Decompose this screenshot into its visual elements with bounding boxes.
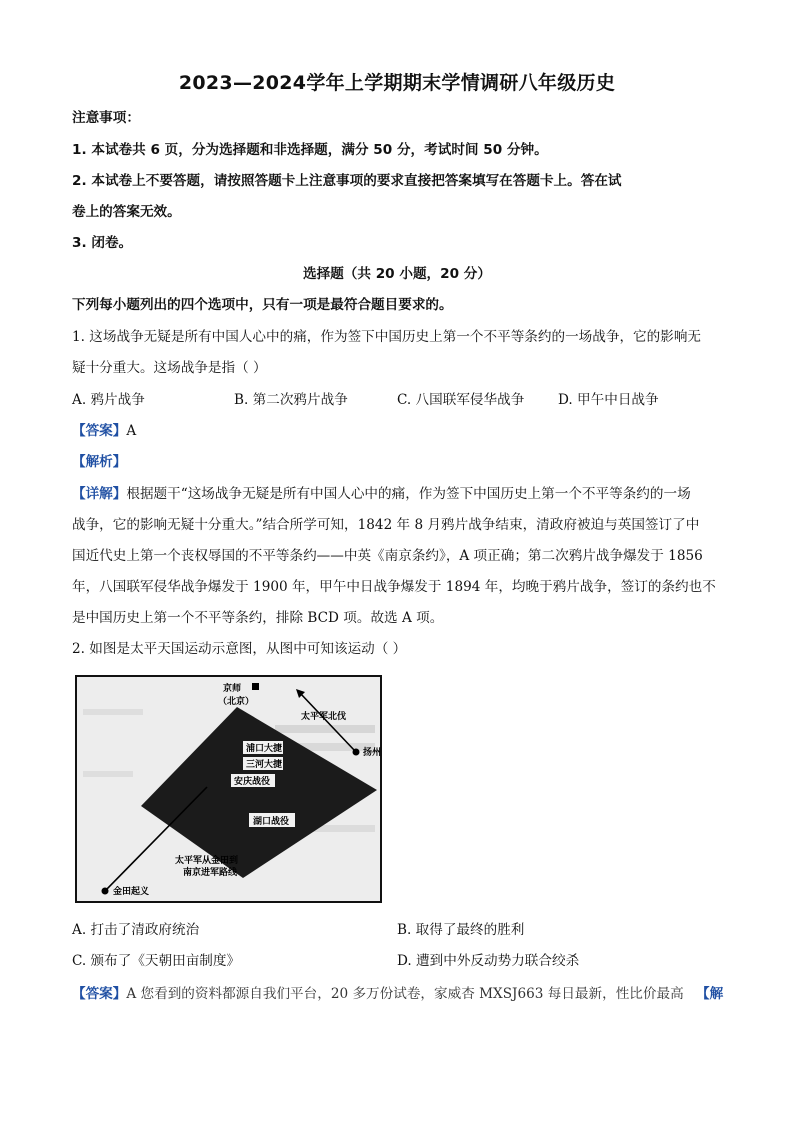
answer-tag-2: 【答案】 bbox=[72, 986, 127, 1002]
q2-option-b: B. 取得了最终的胜利 bbox=[397, 922, 525, 938]
battle-label-pukou: 浦口大捷 bbox=[246, 744, 283, 754]
q1-detail-line-3: 国近代史上第一个丧权辱国的不平等条约——中英《南京条约》，A 项正确；第二次鸦片战争爆发于 1856 bbox=[72, 548, 703, 564]
jintian-marker bbox=[102, 888, 109, 895]
taiping-movement-map bbox=[75, 675, 382, 903]
q1-option-c: C. 八国联军侵华战争 bbox=[397, 392, 525, 408]
q1-answer-value: A bbox=[126, 423, 137, 439]
route-label-1: 太平军从金田到 bbox=[175, 856, 239, 866]
exam-title: 2023—2024学年上学期期末学情调研八年级历史 bbox=[178, 72, 616, 94]
q1-detail-line-2: 战争，它的影响无疑十分重大。”结合所学可知，1842 年 8 月鸦片战争结束，清政府被迫与英国签订了中 bbox=[72, 517, 700, 533]
section-title: 选择题（共 20 小题，20 分） bbox=[303, 266, 491, 282]
q1-stem-line-2: 疑十分重大。这场战争是指（ ） bbox=[72, 360, 267, 376]
notice-item-2a: 2. 本试卷上不要答题，请按照答题卡上注意事项的要求直接把答案填写在答题卡上。答在试 bbox=[72, 173, 622, 189]
jintian-label: 金田起义 bbox=[113, 887, 150, 897]
q1-option-d: D. 甲午中日战争 bbox=[558, 392, 659, 408]
q2-answer-text: A 您看到的资料都源自我们平台，20 多万份试卷，家威杏 MXSJ663 每日最新，性比价最高 bbox=[126, 986, 684, 1002]
q2-option-d: D. 遭到中外反动势力联合绞杀 bbox=[397, 953, 580, 969]
section-instruction: 下列每小题列出的四个选项中，只有一项是最符合题目要求的。 bbox=[72, 297, 453, 313]
capital-sub-label: （北京） bbox=[218, 697, 255, 707]
q2-answer bbox=[72, 984, 732, 1004]
route-label-2: 南京进军路线 bbox=[183, 868, 238, 878]
q1-detail-text-1: 根据题干“这场战争无疑是所有中国人心中的痛，作为签下中国历史上第一个不平等条约的一场 bbox=[126, 486, 691, 502]
detail-tag: 【详解】 bbox=[72, 486, 127, 502]
battle-label-hukou: 湖口战役 bbox=[253, 817, 290, 827]
capital-marker bbox=[252, 683, 259, 690]
q2-option-a: A. 打击了清政府统治 bbox=[72, 922, 200, 938]
notice-item-1: 1. 本试卷共 6 页，分为选择题和非选择题，满分 50 分，考试时间 50 分钟。 bbox=[72, 142, 548, 158]
answer-tag: 【答案】 bbox=[72, 423, 127, 439]
battle-label-anqing: 安庆战役 bbox=[234, 777, 271, 787]
notice-item-2b: 卷上的答案无效。 bbox=[72, 204, 181, 220]
q1-detail-line-4: 年，八国联军侵华战争爆发于 1900 年，甲午中日战争爆发于 1894 年，均晚于鸦片战争，签订的条约也不 bbox=[72, 579, 716, 595]
q1-detail-line-1 bbox=[72, 484, 722, 504]
map-bg-text-1 bbox=[275, 725, 375, 733]
yangzhou-label: 扬州 bbox=[363, 748, 382, 758]
q1-detail-line-5: 是中国历史上第一个不平等条约，排除 BCD 项。故选 A 项。 bbox=[72, 610, 444, 626]
battle-label-sanhe: 三河大捷 bbox=[246, 760, 283, 770]
analysis-tag: 【解析】 bbox=[72, 454, 127, 470]
q1-analysis-heading bbox=[72, 452, 722, 472]
q1-option-a: A. 鸦片战争 bbox=[72, 392, 145, 408]
q1-stem-line-1: 1. 这场战争无疑是所有中国人心中的痛，作为签下中国历史上第一个不平等条约的一场战争，它的影响无 bbox=[72, 329, 702, 345]
map-bg-text-4 bbox=[83, 771, 133, 777]
q2-trailing-tag: 【解 bbox=[696, 986, 724, 1002]
q2-stem: 2. 如图是太平天国运动示意图，从图中可知该运动（ ） bbox=[72, 641, 407, 657]
map-bg-text-3 bbox=[83, 709, 143, 715]
north-expedition-label: 太平军北伐 bbox=[301, 712, 347, 722]
yangzhou-marker bbox=[353, 749, 360, 756]
q2-option-c: C. 颁布了《天朝田亩制度》 bbox=[72, 953, 241, 969]
q1-answer bbox=[72, 421, 722, 441]
q1-option-b: B. 第二次鸦片战争 bbox=[234, 392, 348, 408]
notice-heading: 注意事项： bbox=[72, 110, 140, 126]
capital-label: 京师 bbox=[223, 684, 242, 694]
notice-item-3: 3. 闭卷。 bbox=[72, 235, 133, 251]
